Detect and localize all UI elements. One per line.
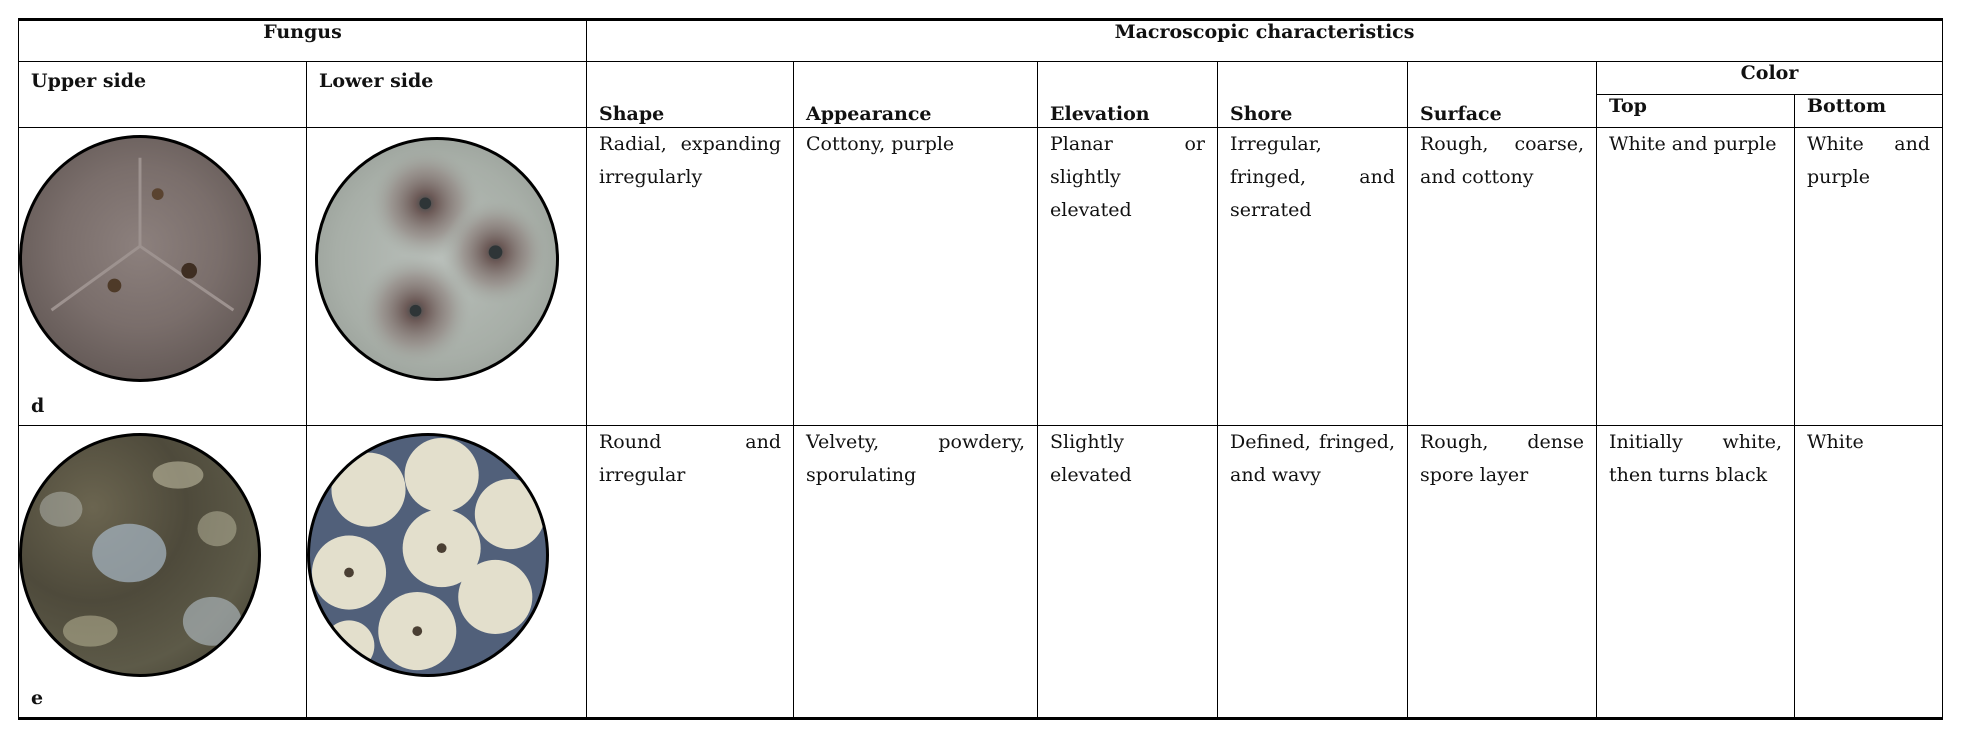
header-shape: Shape	[587, 62, 794, 128]
table-row	[19, 426, 1943, 719]
header-color-bottom: Bottom	[1795, 95, 1943, 128]
header-shore: Shore	[1218, 62, 1408, 128]
header-appearance: Appearance	[794, 62, 1038, 128]
cell-elevation-d: Planar or slightly elevated	[1038, 128, 1218, 426]
petri-dish-e-upper-image	[19, 433, 261, 677]
header-macroscopic-characteristics: Macroscopic characteristics	[587, 20, 1943, 62]
lower-side-image-cell	[307, 426, 587, 719]
petri-dish-e-lower-image	[307, 433, 549, 677]
fungus-characteristics-table	[18, 18, 1943, 720]
petri-dish-d-lower-image	[315, 137, 559, 381]
header-color-top: Top	[1597, 95, 1795, 128]
row-label-d: d	[31, 395, 45, 417]
cell-color-top-d: White and purple	[1597, 128, 1795, 426]
cell-color-top-e: Initially white, then turns black	[1597, 426, 1795, 719]
upper-side-image-cell	[19, 128, 307, 426]
table-row	[19, 128, 1943, 426]
row-label-e: e	[31, 687, 44, 709]
cell-elevation-e: Slightly elevated	[1038, 426, 1218, 719]
cell-color-bottom-d: White and purple	[1795, 128, 1943, 426]
header-lower-side: Lower side	[307, 62, 587, 128]
cell-shape-e: Round and irregular	[587, 426, 794, 719]
cell-appearance-d: Cottony, purple	[794, 128, 1038, 426]
upper-side-image-cell	[19, 426, 307, 719]
cell-appearance-e: Velvety, powdery, sporulating	[794, 426, 1038, 719]
header-upper-side: Upper side	[19, 62, 307, 128]
header-color: Color	[1597, 62, 1943, 95]
petri-dish-d-upper-image	[19, 135, 261, 382]
cell-color-bottom-e: White	[1795, 426, 1943, 719]
lower-side-image-cell	[307, 128, 587, 426]
cell-surface-d: Rough, coarse, and cottony	[1408, 128, 1597, 426]
header-surface: Surface	[1408, 62, 1597, 128]
cell-shore-e: Defined, fringed, and wavy	[1218, 426, 1408, 719]
header-elevation: Elevation	[1038, 62, 1218, 128]
cell-surface-e: Rough, dense spore layer	[1408, 426, 1597, 719]
header-fungus: Fungus	[19, 20, 587, 62]
cell-shore-d: Irregular, fringed, and serrated	[1218, 128, 1408, 426]
cell-shape-d: Radial, expanding irregularly	[587, 128, 794, 426]
